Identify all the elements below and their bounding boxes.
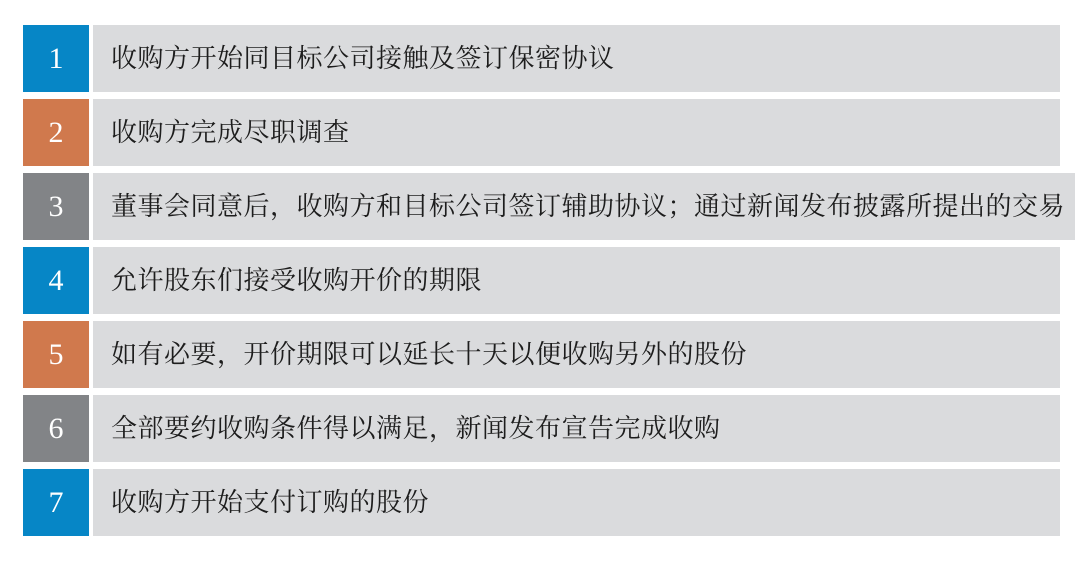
step-row bbox=[23, 321, 1060, 388]
step-number-box bbox=[23, 469, 89, 536]
step-number: 3 bbox=[48, 189, 64, 223]
step-row bbox=[23, 247, 1060, 314]
step-number-box bbox=[23, 395, 89, 462]
step-text: 董事会同意后，收购方和目标公司签订辅助协议；通过新闻发布披露所提出的交易 bbox=[111, 191, 1066, 221]
step-number-box bbox=[23, 173, 89, 240]
step-number-box bbox=[23, 25, 89, 92]
step-number: 7 bbox=[48, 485, 64, 519]
step-row bbox=[23, 25, 1060, 92]
step-bar bbox=[93, 99, 1060, 166]
step-bar bbox=[93, 173, 1075, 240]
step-text: 全部要约收购条件得以满足，新闻发布宣告完成收购 bbox=[111, 413, 721, 443]
step-number-box bbox=[23, 247, 89, 314]
step-row bbox=[23, 395, 1060, 462]
step-bar bbox=[93, 321, 1060, 388]
step-text: 收购方完成尽职调查 bbox=[111, 117, 350, 147]
step-text: 收购方开始支付订购的股份 bbox=[111, 487, 430, 517]
step-number: 4 bbox=[48, 263, 64, 297]
step-bar bbox=[93, 469, 1060, 536]
step-bar bbox=[93, 25, 1060, 92]
step-number: 1 bbox=[48, 41, 64, 75]
step-text: 收购方开始同目标公司接触及签订保密协议 bbox=[111, 43, 615, 73]
step-number: 2 bbox=[48, 115, 64, 149]
step-bar bbox=[93, 247, 1060, 314]
process-steps-list bbox=[23, 25, 1066, 536]
step-row bbox=[23, 469, 1060, 536]
step-row bbox=[23, 173, 1066, 240]
step-text: 如有必要，开价期限可以延长十天以便收购另外的股份 bbox=[111, 339, 748, 369]
step-text: 允许股东们接受收购开价的期限 bbox=[111, 265, 483, 295]
step-row bbox=[23, 99, 1060, 166]
step-number-box bbox=[23, 99, 89, 166]
step-number-box bbox=[23, 321, 89, 388]
step-bar bbox=[93, 395, 1060, 462]
step-number: 6 bbox=[48, 411, 64, 445]
step-number: 5 bbox=[48, 337, 64, 371]
